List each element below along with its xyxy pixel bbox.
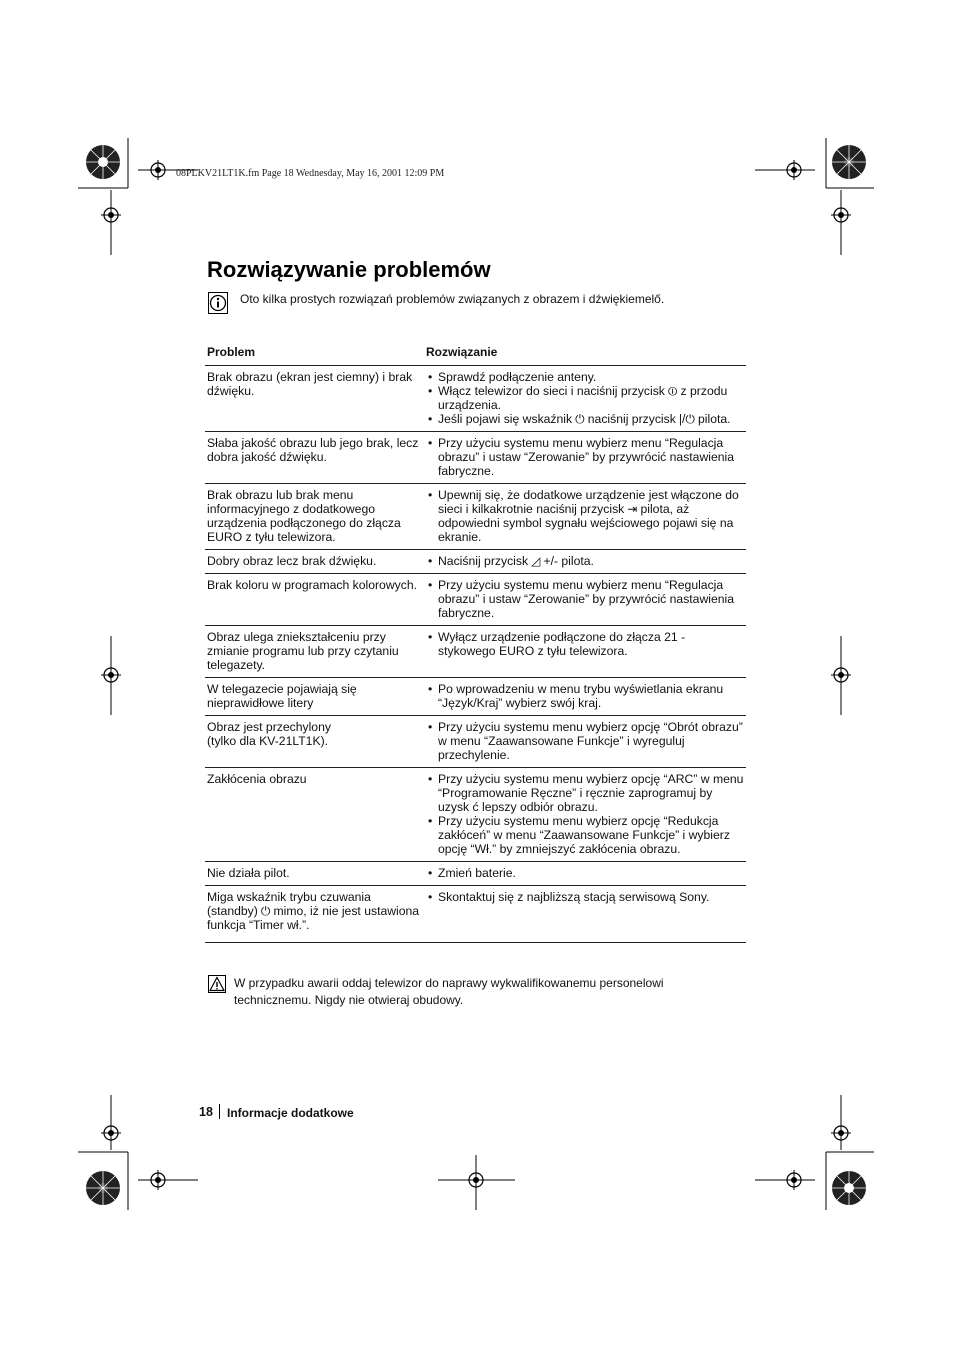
solution-cell — [424, 550, 746, 574]
problem-cell: Miga wskaźnik trybu czuwania (standby) ⏻ mimo, iż nie jest ustawiona funkcja “Timer wł.”. — [205, 886, 424, 943]
table-row — [205, 678, 746, 716]
table-row — [205, 862, 746, 886]
volume-icon: ◿ — [531, 554, 541, 568]
solution-item: • Przy użyciu systemu menu wybierz opcję “ARC” w menu “Programowanie Ręczne” i ręcznie zaprogramuj by uzysk ć lepszy odbiór obrazu. — [428, 772, 744, 814]
warning-text: W przypadku awarii oddaj telewizor do naprawy wykwalifikowanemu personelowi technicznemu. Nigdy nie otwieraj obudowy. — [234, 976, 664, 1007]
problem-cell: Obraz jest przechylony (tylko dla KV-21LT1K). — [205, 716, 424, 768]
footer-section-title: Informacje dodatkowe — [227, 1106, 354, 1120]
problem-cell: Słaba jakość obrazu lub jego brak, lecz dobra jakość dźwięku. — [205, 432, 424, 484]
problem-cell: Dobry obraz lecz brak dźwięku. — [205, 550, 424, 574]
footer-divider — [219, 1104, 220, 1119]
table-row — [205, 484, 746, 550]
solution-cell — [424, 716, 746, 768]
table-row — [205, 716, 746, 768]
column-header-solution: Rozwiązanie — [426, 345, 498, 359]
solution-item: • Wyłącz urządzenie podłączone do złącza 21 - stykowego EURO z tyłu telewizora. — [428, 630, 744, 658]
problem-cell: Brak obrazu lub brak menu informacyjnego z dodatkowego urządzenia podłączonego do złącza EURO z tyłu telewizora. — [205, 484, 424, 550]
table-row — [205, 886, 746, 943]
solution-item: • Sprawdź podłączenie anteny. — [428, 370, 744, 384]
solution-cell — [424, 886, 746, 943]
solution-cell — [424, 432, 746, 484]
info-icon — [208, 292, 228, 314]
solution-item: • Przy użyciu systemu menu wybierz opcję “Obrót obrazu” w menu “Zaawansowane Funkcje” i wyreguluj przechylenie. — [428, 720, 744, 762]
solution-item: • Jeśli pojawi się wskaźnik ⏻ naciśnij przycisk |/⏻ pilota. — [428, 412, 744, 426]
power-icon: ⏼ — [667, 384, 678, 398]
problem-cell: Brak koloru w programach kolorowych. — [205, 574, 424, 626]
solution-item: • Zmień baterie. — [428, 866, 744, 880]
solution-cell — [424, 484, 746, 550]
problem-cell: Zakłócenia obrazu — [205, 768, 424, 862]
warning-icon — [208, 975, 226, 993]
intro-text: Oto kilka prostych rozwiązań problemów związanych z obrazem i dźwiękiemelő. — [240, 292, 665, 306]
table-row — [205, 432, 746, 484]
table-row — [205, 574, 746, 626]
page-title: Rozwiązywanie problemów — [207, 257, 491, 282]
solution-cell — [424, 678, 746, 716]
solution-item: • Włącz telewizor do sieci i naciśnij przycisk ⏼ z przodu urządzenia. — [428, 384, 744, 412]
problem-cell: Obraz ulega zniekształceniu przy zmianie programu lub przy czytaniu telegazety. — [205, 626, 424, 678]
troubleshooting-table — [205, 343, 746, 943]
solution-item: • Skontaktuj się z najbliższą stacją serwisową Sony. — [428, 890, 744, 904]
solution-cell — [424, 366, 746, 432]
standby-indicator-icon: ⏻ — [260, 904, 271, 918]
column-header-problem: Problem — [207, 345, 256, 359]
table-row — [205, 626, 746, 678]
solution-item: • Po wprowadzeniu w menu trybu wyświetlania ekranu “Język/Kraj” wybierz swój kraj. — [428, 682, 744, 710]
solution-cell — [424, 768, 746, 862]
solution-item: • Upewnij się, że dodatkowe urządzenie jest włączone do sieci i kilkakrotnie naciśnij przycisk ⇥ pilota, aż odpowiedni symbol sygnału wejściowego pojawi się na ekranie. — [428, 488, 744, 544]
solution-cell — [424, 574, 746, 626]
problem-cell: W telegazecie pojawiają się nieprawidłowe litery — [205, 678, 424, 716]
file-header-line: 08PLKV21LT1K.fm Page 18 Wednesday, May 16, 2001 12:09 PM — [176, 168, 445, 179]
standby-button-icon: |/⏻ — [678, 412, 696, 426]
page-number: 18 — [199, 1105, 213, 1119]
standby-indicator-icon: ⏻ — [575, 412, 585, 426]
table-row — [205, 366, 746, 432]
input-select-icon: ⇥ — [627, 502, 638, 516]
solution-item: • Przy użyciu systemu menu wybierz menu “Regulacja obrazu” i ustaw “Zerowanie” by przywrócić nastawienia fabryczne. — [428, 436, 744, 478]
table-row — [205, 550, 746, 574]
problem-cell: Nie działa pilot. — [205, 862, 424, 886]
table-row — [205, 768, 746, 862]
solution-item: • Naciśnij przycisk ◿ +/- pilota. — [428, 554, 744, 568]
solution-item: • Przy użyciu systemu menu wybierz menu “Regulacja obrazu” i ustaw “Zerowanie” by przywrócić nastawienia fabryczne. — [428, 578, 744, 620]
solution-item: • Przy użyciu systemu menu wybierz opcję “Redukcja zakłóceń” w menu “Zaawansowane Funkcje” i wybierz opcję “Wł.” by zmniejszyć zakłócenia obrazu. — [428, 814, 744, 856]
problem-cell: Brak obrazu (ekran jest ciemny) i brak dźwięku. — [205, 366, 424, 432]
solution-cell — [424, 862, 746, 886]
solution-cell — [424, 626, 746, 678]
